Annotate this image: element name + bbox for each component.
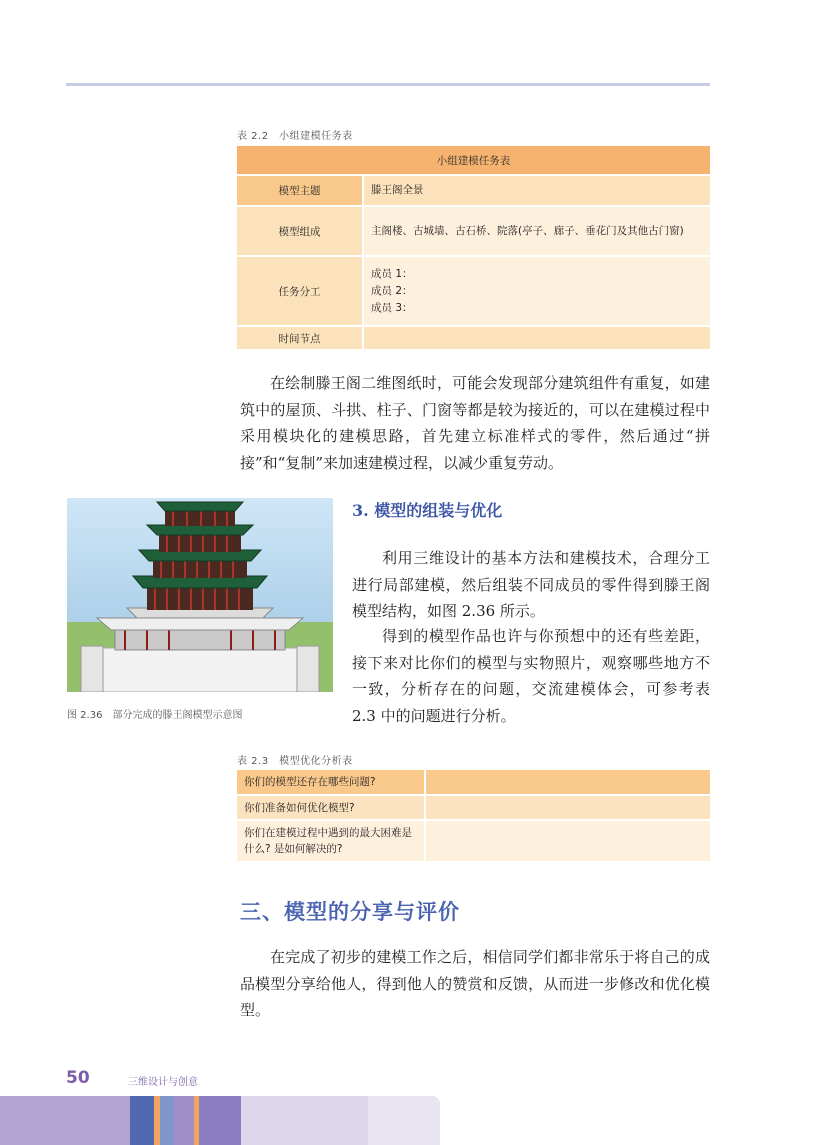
answer-1 (426, 770, 710, 796)
row-value-composition: 主阁楼、古城墙、古石桥、院落(亭子、廊子、垂花门及其他古门窗) (364, 207, 710, 257)
task-table (237, 146, 710, 351)
paragraph-sharing: 在完成了初步的建模工作之后，相信同学们都非常乐于将自己的成品模型分享给他人，得到他人的赞赏和反馈，从而进一步修改和优化模型。 (240, 948, 710, 1019)
paragraph-optimization: 得到的模型作品也许与你预想中的还有些差距，接下来对比你们的模型与实物照片，观察哪些地方不一致，分析存在的问题，交流建模体会，可参考表 2.3 中的问题进行分析。 (352, 627, 710, 725)
row-value-theme: 滕王阁全景 (364, 176, 710, 207)
pavilion-model-image (67, 498, 333, 692)
member-2: 成员 2： (371, 284, 413, 297)
row-label-composition: 模型组成 (237, 207, 364, 257)
task-table-header: 小组建模任务表 (237, 146, 710, 176)
figure-caption: 图 2.36 部分完成的滕王阁模型示意图 (67, 710, 243, 721)
answer-3 (426, 821, 710, 863)
book-title: 三维设计与创意 (128, 1077, 198, 1088)
question-3: 你们在建模过程中遇到的最大困难是什么? 是如何解决的? (237, 821, 426, 863)
row-label-theme: 模型主题 (237, 176, 364, 207)
row-label-timeline: 时间节点 (237, 327, 364, 351)
table-2-3-caption: 表 2.3 模型优化分析表 (237, 756, 353, 767)
paragraph-assembly: 利用三维设计的基本方法和建模技术，合理分工进行局部建模，然后组装不同成员的零件得到滕王阁模型结构，如图 2.36 所示。 (352, 549, 710, 620)
question-1: 你们的模型还存在哪些问题? (237, 770, 426, 796)
optimization-table (237, 770, 710, 863)
pavilion-model-figure (67, 498, 333, 692)
answer-2 (426, 796, 710, 821)
row-label-assignment: 任务分工 (237, 257, 364, 327)
row-value-assignment (364, 257, 710, 327)
section-3-heading: 3. 模型的组装与优化 (352, 501, 503, 520)
page-number: 50 (66, 1068, 90, 1088)
member-3: 成员 3： (371, 301, 413, 314)
member-1: 成员 1： (371, 267, 413, 280)
section-heading: 三、模型的分享与评价 (240, 900, 460, 924)
paragraph-modular-modeling: 在绘制滕王阁二维图纸时，可能会发现部分建筑组件有重复，如建筑中的屋顶、斗拱、柱子、门窗等都是较为接近的，可以在建模过程中采用模块化的建模思路，首先建立标准样式的零件，然后通过“拼接”和“复制”来加速建模过程，以减少重复劳动。 (240, 374, 710, 472)
table-2-2-caption: 表 2.2 小组建模任务表 (237, 131, 353, 142)
header-rule (66, 83, 710, 86)
question-2: 你们准备如何优化模型? (237, 796, 426, 821)
row-value-timeline (364, 327, 710, 351)
